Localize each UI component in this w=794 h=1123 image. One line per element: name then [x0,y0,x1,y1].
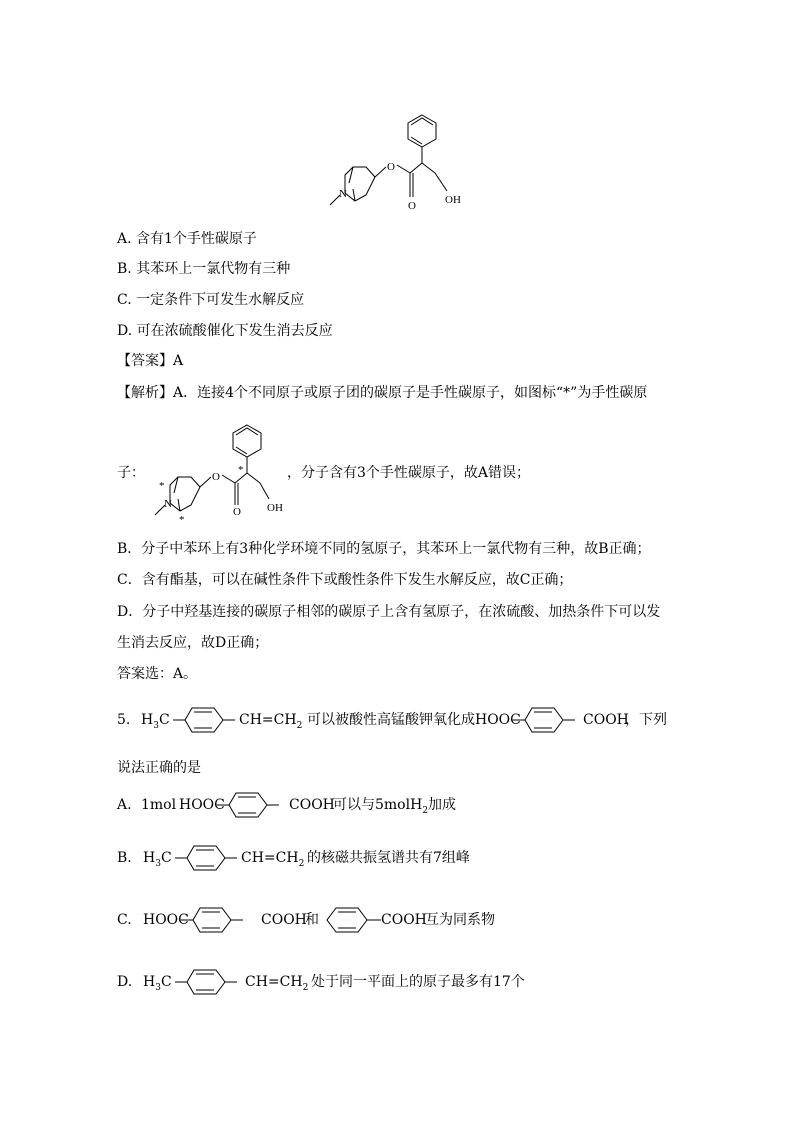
carbonyl-oxygen-label: O [408,200,416,212]
ester-oxygen-label: O [387,161,395,173]
q4-analysis-d-line1: D．分子中羟基连接的碳原子相邻的碳原子上含有氢原子，在浓硫酸、加热条件下可以发 [117,604,661,620]
q5-stem-line2: 说法正确的是 [117,760,201,776]
q5-product-cooh: COOH [583,712,629,728]
q4-analysis-intro: 【解析】A．连接4个不同原子或原子团的碳原子是手性碳原子，如图标“*”为手性碳原 [117,385,648,401]
chiral-star-3: * [179,514,185,525]
chiral-star-1: * [238,464,244,476]
q4-analysis-c: C．含有酯基，可以在碱性条件下或酸性条件下发生水解反应，故C正确； [117,572,573,588]
hydroxyl-label-2: OH [267,502,283,514]
q4-option-c: C. 一定条件下可发生水解反应 [117,292,305,308]
q5-reactant-methyl: $H_3C$ [141,712,170,731]
q5-stem-mid: 可以被酸性高锰酸钾氧化成 [307,712,475,728]
chiral-star-2: * [159,480,165,492]
q5-option-c: C. HOOC COOH 和 COOH 互为同系物 [117,910,577,934]
q4-option-b: B. 其苯环上一氯代物有三种 [117,261,291,277]
q4-final-answer: 答案选：A。 [117,666,198,682]
q4-analysis-prefix: 子： [117,465,145,481]
ester-oxygen-label-2: O [212,471,220,483]
q4-analysis-b: B．分子中苯环上有3种化学环境不同的氢原子，其苯环上一氯代物有三种，故B正确； [117,541,651,557]
q5-option-b: B. $H_3C$ $CH=CH_2$ 的核磁共振氢谱共有7组峰 [117,848,557,872]
benzene-ring-1 [173,702,245,738]
nitrogen-label: N [339,188,347,200]
benzene-ring-7 [175,964,247,1000]
q5-number: 5. [117,712,131,728]
q5-product-hooc: HOOC [475,712,521,728]
carbonyl-oxygen-label-2: O [233,506,241,518]
q5-stem-line1 [117,710,677,734]
benzene-ring-3 [217,787,289,823]
q5-reactant-vinyl: $CH=CH_2$ [239,712,303,731]
molecule-structure-chiral [145,415,295,525]
q4-option-d: D. 可在浓硫酸催化下发生消去反应 [117,323,333,339]
q5-option-a: A. 1mol HOOC COOH 可以与5molH$_2$加成 [117,795,557,819]
q4-answer: 【答案】A [117,353,184,369]
hydroxyl-label: OH [445,194,461,206]
q4-analysis-d-line2: 生消去反应，故D正确； [117,635,269,651]
q5-stem-end: ，下列 [625,712,667,728]
q5-option-d: D. $H_3C$ $CH=CH_2$ 处于同一平面上的原子最多有17个 [117,972,577,996]
q4-analysis-a-result: ，分子含有3个手性碳原子，故A错误； [287,465,531,481]
benzene-ring-2 [513,702,585,738]
q4-option-a: A. 含有1个手性碳原子 [117,231,257,247]
benzene-ring-5 [181,902,253,938]
nitrogen-label-2: N [164,498,172,510]
benzene-ring-4 [175,840,247,876]
molecule-structure-top [325,105,495,215]
